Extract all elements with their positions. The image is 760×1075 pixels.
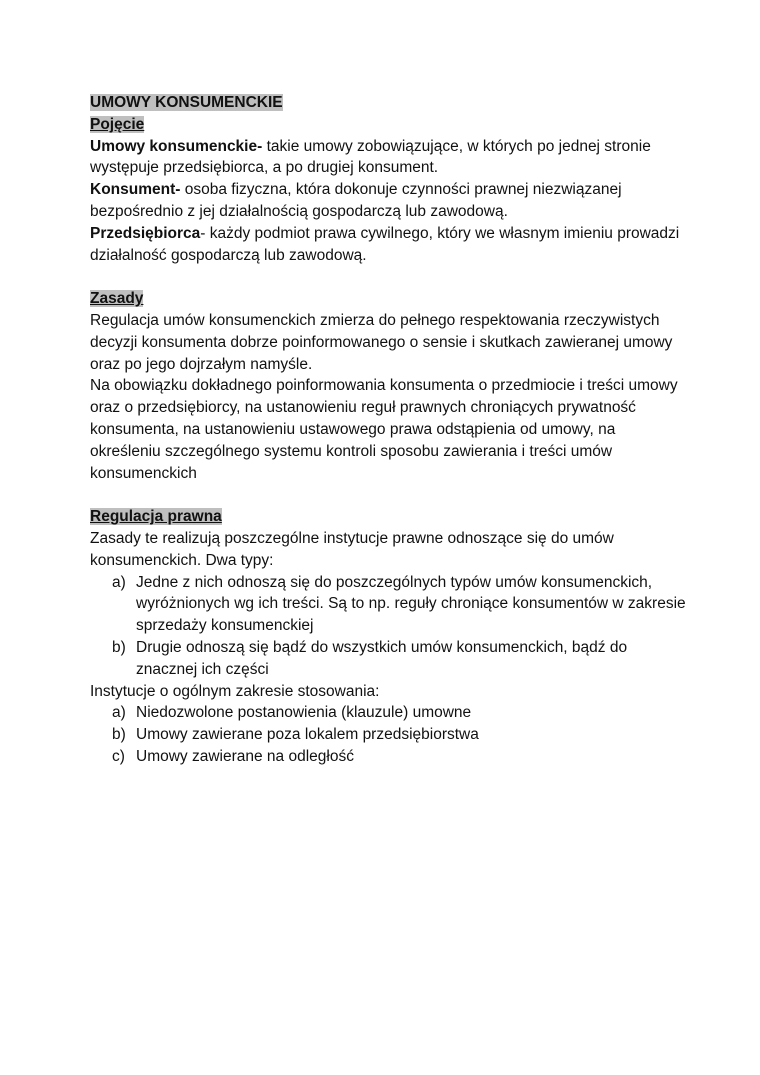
spacer xyxy=(90,266,690,288)
definition-przedsiebiorca: Przedsiębiorca- każdy podmiot prawa cywilnego, który we własnym imieniu prowadzi działalność gospodarczą lub zawodową. xyxy=(90,224,680,264)
term: Konsument- xyxy=(90,181,181,199)
spacer xyxy=(90,484,690,506)
list-item: b) Umowy zawierane poza lokalem przedsiębiorstwa xyxy=(112,726,479,744)
general-list xyxy=(90,702,690,767)
section-heading-regulacja: Regulacja prawna xyxy=(90,508,222,526)
general-intro: Instytucje o ogólnym zakresie stosowania: xyxy=(90,682,380,700)
definition-konsument: Konsument- osoba fizyczna, która dokonuje czynności prawnej niezwiązanej bezpośrednio z jej działalnością gospodarczą lub zawodową. xyxy=(90,181,622,220)
zasady-paragraph-1: Regulacja umów konsumenckich zmierza do pełnego respektowania rzeczywistych decyzji konsumenta dobrze poinformowanego o sensie i skutkach zawieranej umowy oraz po jego dojrzałym namyśle. xyxy=(90,311,673,373)
term: Umowy konsumenckie- xyxy=(90,137,263,155)
regulacja-intro: Zasady te realizują poszczególne instytucje prawne odnoszące się do umów konsumenckich. Dwa typy: xyxy=(90,529,614,569)
term: Przedsiębiorca xyxy=(90,224,201,242)
types-list xyxy=(90,572,690,681)
document-page xyxy=(90,92,690,768)
section-heading-pojecie: Pojęcie xyxy=(90,115,145,133)
list-item: a) Jedne z nich odnoszą się do poszczególnych typów umów konsumenckich, wyróżnionych wg ich treści. Są to np. reguły chroniące konsumentów w zakresie sprzedaży konsumenckiej xyxy=(112,573,686,635)
title-text: UMOWY KONSUMENCKIE xyxy=(90,94,283,111)
definition-umowy-konsumenckie: Umowy konsumenckie- takie umowy zobowiązujące, w których po jednej stronie występuje przedsiębiorca, a po drugiej konsument. xyxy=(90,137,651,177)
zasady-paragraph-2: Na obowiązku dokładnego poinformowania konsumenta o przedmiocie i treści umowy oraz o przedsiębiorcy, na ustanowieniu reguł prawnych chroniących prywatność konsumenta, na ustanowieniu ustawowego prawa odstąpienia od umowy, na określeniu szczególnego systemu kontroli sposobu zawierania i treści umów konsumenckich xyxy=(90,377,678,482)
section-heading-zasady: Zasady xyxy=(90,290,144,308)
document-title xyxy=(90,92,690,114)
list-item: b) Drugie odnoszą się bądź do wszystkich umów konsumenckich, bądź do znacznej ich części xyxy=(112,638,628,678)
list-item: a) Niedozwolone postanowienia (klauzule) umowne xyxy=(112,704,472,722)
list-item: c) Umowy zawierane na odległość xyxy=(112,747,354,765)
